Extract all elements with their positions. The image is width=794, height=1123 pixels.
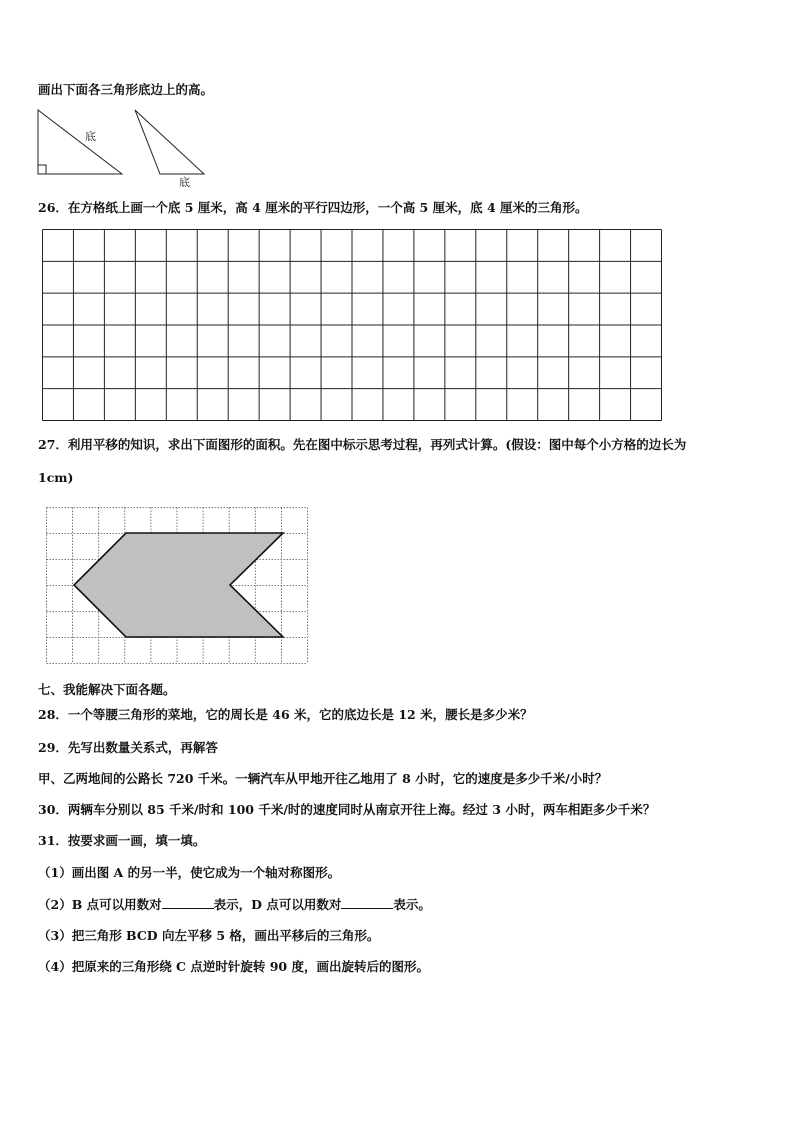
b-point-answer-blank[interactable] [162,896,214,909]
q31-part2 [38,896,431,913]
q31-part4: （4）把原来的三角形绕 C 点逆时针旋转 90 度，画出旋转后的图形。 [38,959,429,974]
right-angle-mark [38,165,46,174]
q26-square-grid[interactable] [42,229,662,421]
q29-subquestion: 甲、乙两地间的公路长 720 千米。一辆汽车从甲地开往乙地用了 8 小时，它的速度是多少千米/小时？ [38,771,608,786]
q27-question-line2: 1cm) [38,470,74,485]
q27-shape-grid[interactable] [46,507,308,664]
q28-question: 28．一个等腰三角形的菜地，它的周长是 46 米，它的底边长是 12 米，腰长是多少米？ [38,707,533,722]
d-point-answer-blank[interactable] [341,896,393,909]
q25-prompt: 画出下面各三角形底边上的高。 [38,82,214,97]
q31-part2-text-b: 表示，D 点可以用数对 [213,897,342,912]
q31-part1: （1）画出图 A 的另一半，使它成为一个轴对称图形。 [38,865,341,880]
q31-question: 31．按要求画一画，填一填。 [38,833,206,848]
obtuse-triangle [135,110,204,174]
q30-question: 30．两辆车分别以 85 千米/时和 100 千米/时的速度同时从南京开往上海。经过 3 小时，两车相距多少千米？ [38,802,656,817]
obtuse-triangle-base-label: 底 [179,176,190,189]
q31-part3: （3）把三角形 BCD 向左平移 5 格，画出平移后的三角形。 [38,928,380,943]
q25-triangles-figure [36,106,216,190]
q31-part2-text-c: 表示。 [393,897,431,912]
section7-title: 七、我能解决下面各题。 [38,682,176,697]
right-triangle-base-label: 底 [85,130,96,143]
q26-question: 26．在方格纸上画一个底 5 厘米，高 4 厘米的平行四边形，一个高 5 厘米，底 4 厘米的三角形。 [38,200,588,215]
q27-question-line1: 27．利用平移的知识，求出下面图形的面积。先在图中标示思考过程，再列式计算。(假设：图中每个小方格的边长为 [38,437,687,452]
q31-part2-text-a: （2）B 点可以用数对 [38,897,162,912]
q29-question: 29．先写出数量关系式，再解答 [38,740,218,755]
right-triangle [38,110,122,174]
q27-arrow-shape [74,533,283,637]
